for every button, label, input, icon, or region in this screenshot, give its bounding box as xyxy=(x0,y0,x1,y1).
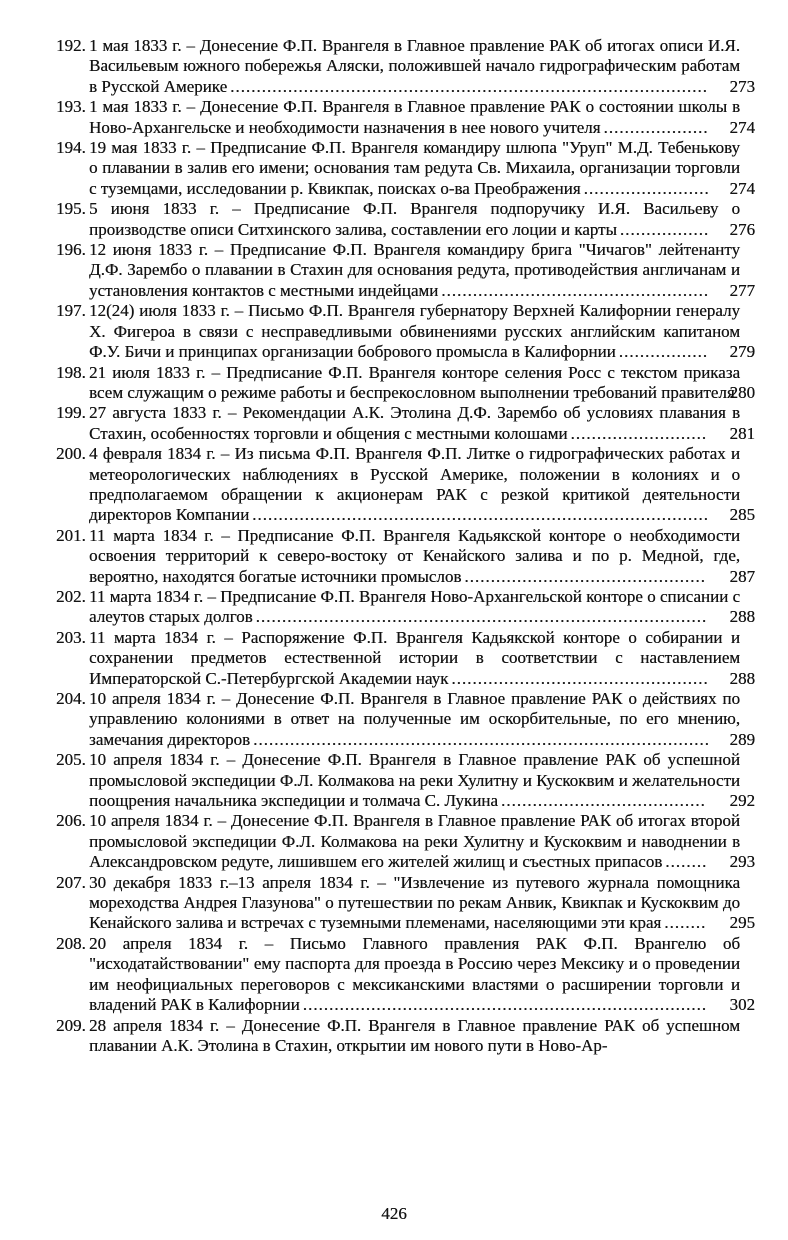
entry-number: 207. xyxy=(56,872,86,892)
toc-entry xyxy=(56,933,755,1016)
entry-number: 206. xyxy=(56,811,86,831)
dot-leader: .............................................. xyxy=(464,566,706,586)
toc-entry xyxy=(56,1016,740,1057)
dot-leader: ...................................................................................... xyxy=(255,607,708,627)
entry-number: 208. xyxy=(56,933,86,953)
entry-page-number: 274 xyxy=(729,117,755,137)
entry-text: 5 июня 1833 г. – Предписание Ф.П. Врангеля подпоручику И.Я. Васильеву о производстве описи Ситхинского залива, составлении его лоции и карты xyxy=(89,199,740,239)
entry-page-number: 274 xyxy=(729,178,755,198)
entry-page-number: 295 xyxy=(729,913,755,933)
entry-text: 11 марта 1834 г. – Распоряжение Ф.П. Врангеля Кадьякской конторе о собирании и сохранении предметов естественной истории в соответствии с наставлением Императорской С.-Петербургской Академии наук xyxy=(89,627,740,688)
toc-entry xyxy=(56,138,755,199)
entry-number: 203. xyxy=(56,627,86,647)
dot-leader: ........ xyxy=(665,852,708,872)
entry-text: 21 июля 1833 г. – Предписание Ф.П. Врангеля конторе селения Росс с текстом приказа всем служащим о режиме работы и беспрекословном выполнении требований правителя xyxy=(89,362,740,402)
entry-text: 12 июня 1833 г. – Предписание Ф.П. Врангеля командиру брига "Чичагов" лейтенанту Д.Ф. Зарембо о плавании в Стахин для основания редута, противодействия англичанам и установления контактов с местными индейцами xyxy=(89,240,740,300)
entry-number: 195. xyxy=(56,199,86,219)
entry-page-number: 280 xyxy=(729,382,755,402)
entry-text: 10 апреля 1834 г. – Донесение Ф.П. Врангеля в Главное правление РАК об успешной промысловой экспедиции Ф.Л. Колмакова на реки Хулитну и Кускоквим и желательности поощрения начальника экспедиции и толмача С. Лукина xyxy=(89,750,740,811)
entry-number: 200. xyxy=(56,444,86,464)
dot-leader: ............................................................................. xyxy=(302,995,707,1015)
toc-entry xyxy=(56,97,755,138)
dot-leader: ........................ xyxy=(583,178,710,198)
entry-text: 28 апреля 1834 г. – Донесение Ф.П. Врангеля в Главное правление РАК об успешном плавании А.К. Этолина в Стахин, открытии им нового пути в Ново-Ар- xyxy=(89,1015,740,1055)
page-footer-number: 426 xyxy=(381,1204,407,1223)
toc-entry xyxy=(56,36,755,97)
entry-page-number: 302 xyxy=(729,995,755,1015)
entry-text: 10 апреля 1834 г. – Донесение Ф.П. Врангеля в Главное правление РАК об итогах второй промысловой экспедиции Ф.Л. Колмакова на реки Хулитну и Кускоквим и наводнении в Александровском редуте, лишившем его жителей жилищ и съестных припасов xyxy=(89,811,740,872)
entry-text: 11 марта 1834 г. – Предписание Ф.П. Врангеля Ново-Архангельской конторе о списании с алеутов старых долгов xyxy=(89,586,740,627)
toc-entry xyxy=(56,362,755,404)
dot-leader: ....................................................................................... xyxy=(253,729,710,749)
toc-entry xyxy=(56,750,755,811)
toc-entry xyxy=(56,240,755,301)
toc-entry xyxy=(56,403,755,444)
dot-leader: .................... xyxy=(603,117,709,137)
entry-text: 20 апреля 1834 г. – Письмо Главного правления РАК Ф.П. Врангелю об "исходатайствовании" ему паспорта для проезда в Россию через Мексику и о проведении им неофициальных переговоров с мексиканскими властями о расширении торговли и владений РАК в Калифорнии xyxy=(89,933,740,1015)
toc-entry xyxy=(56,586,755,628)
toc-entry xyxy=(56,525,755,587)
entry-number: 196. xyxy=(56,240,86,260)
entry-page-number: 276 xyxy=(729,219,755,239)
entry-page-number: 279 xyxy=(729,342,755,362)
entry-page-number: 285 xyxy=(729,505,755,525)
entry-page-number: 288 xyxy=(729,607,755,627)
entry-page-number: 289 xyxy=(729,729,755,749)
entry-page-number: 292 xyxy=(729,791,755,811)
entry-number: 204. xyxy=(56,689,86,708)
toc-entry xyxy=(56,689,755,750)
toc-entry xyxy=(56,301,755,362)
entry-number: 193. xyxy=(56,97,86,117)
entry-page-number: 277 xyxy=(729,280,755,300)
entry-page-number: 288 xyxy=(729,668,755,688)
toc-entry xyxy=(56,199,755,240)
entry-number: 201. xyxy=(56,525,86,545)
entry-page-number: 281 xyxy=(729,423,755,443)
toc-list xyxy=(56,36,755,1056)
entry-number: 198. xyxy=(56,362,86,382)
toc-entry xyxy=(56,627,755,689)
dot-leader: ....................................................................................... xyxy=(252,505,709,525)
entry-text: 1 мая 1833 г. – Донесение Ф.П. Врангеля в Главное правление РАК об итогах описи И.Я. Васильевым южного побережья Аляски, положившей начало гидрографическим работам в Русской Америке xyxy=(89,36,740,96)
entry-page-number: 293 xyxy=(729,852,755,872)
entry-text: 12(24) июля 1833 г. – Письмо Ф.П. Врангеля губернатору Верхней Калифорнии генералу Х. Фигероа в связи с несправедливыми обвинениями русских английским капитаном Ф.У. Бичи и принципах организации бобрового промысла в Калифорнии xyxy=(89,301,740,362)
entry-number: 197. xyxy=(56,301,86,321)
dot-leader: ....................................... xyxy=(500,791,706,811)
dot-leader: ........................................................................................... xyxy=(230,76,708,96)
toc-entry xyxy=(56,444,755,526)
entry-page-number: 273 xyxy=(729,76,755,96)
toc-entry xyxy=(56,811,755,872)
entry-number: 202. xyxy=(56,586,86,606)
entry-number: 192. xyxy=(56,36,86,55)
toc-entry xyxy=(56,872,755,934)
dot-leader: ................. xyxy=(618,342,708,362)
dot-leader: ................. xyxy=(619,219,710,239)
entry-text: 27 августа 1833 г. – Рекомендации А.К. Этолина Д.Ф. Зарембо об условиях плавания в Стахин, особенностях торговли и общения с местными колошами xyxy=(89,403,740,443)
entry-number: 209. xyxy=(56,1015,86,1035)
entry-text: 11 марта 1834 г. – Предписание Ф.П. Врангеля Кадьякской конторе о необходимости освоения территорий к северо-востоку от Кенайского залива и по р. Медной, где, вероятно, находятся богатые источники промыслов xyxy=(89,525,740,586)
dot-leader: ........ xyxy=(664,913,707,933)
entry-text: 4 февраля 1834 г. – Из письма Ф.П. Врангеля Ф.П. Литке о гидрографических работах и метеорологических наблюдениях в Русской Америке, положении в колониях и о предполагаемом обращении к акционерам РАК с резкой критикой деятельности директоров Компании xyxy=(89,444,740,525)
entry-page-number: 287 xyxy=(729,566,755,586)
dot-leader: ................................................... xyxy=(441,280,709,300)
entry-text: 1 мая 1833 г. – Донесение Ф.П. Врангеля в Главное правление РАК о состоянии школы в Ново-Архангельске и необходимости назначения в нее нового учителя xyxy=(89,97,740,137)
entry-text: 19 мая 1833 г. – Предписание Ф.П. Врангеля командиру шлюпа "Уруп" М.Д. Тебенькову о плавании в залив его имени; основания там редута Св. Михаила, организации торговли с туземцами, исследовании р. Квикпак, поисках о-ва Преображения xyxy=(89,138,740,198)
entry-text: 30 декабря 1833 г.–13 апреля 1834 г. – "Извлечение из путевого журнала помощника мореходства Андрея Глазунова" о путешествии по рекам Анвик, Квикпак и Кускоквим до Кенайского залива и встречах с туземными племенами, населяющими эти края xyxy=(89,872,740,933)
entry-number: 199. xyxy=(56,403,86,423)
entry-number: 194. xyxy=(56,138,86,158)
dot-leader: .......................... xyxy=(570,423,707,443)
dot-leader: ................................................. xyxy=(451,668,709,688)
entry-number: 205. xyxy=(56,750,86,770)
entry-text: 10 апреля 1834 г. – Донесение Ф.П. Врангеля в Главное правление РАК о действиях по управлению колониями в ответ на полученные им оскорбительные, по его мнению, замечания директоров xyxy=(89,689,740,749)
